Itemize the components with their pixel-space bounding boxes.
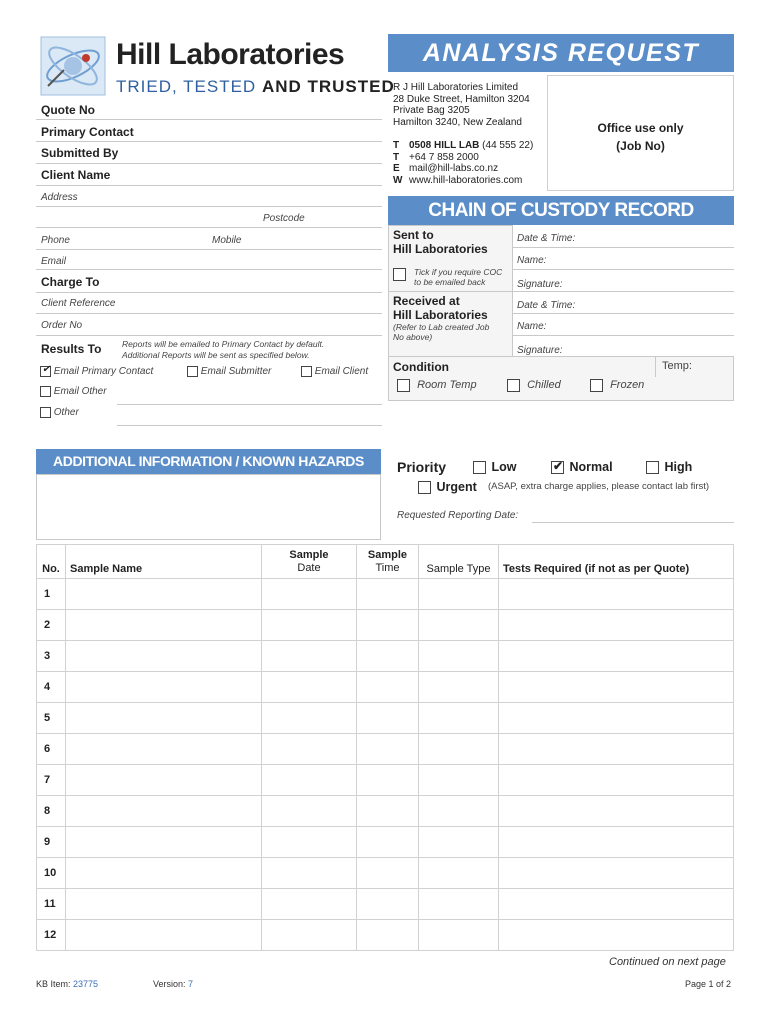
- coc-title: CHAIN OF CUSTODY RECORD: [428, 200, 694, 221]
- sample-time-cell[interactable]: [357, 734, 419, 765]
- sent-to-label: [393, 228, 488, 256]
- client-name-field[interactable]: [36, 185, 382, 186]
- sample-date-cell[interactable]: [262, 703, 357, 734]
- tests-required-cell[interactable]: [499, 920, 734, 951]
- lab-address-line: Private Bag 3205: [393, 105, 470, 116]
- kb-item-value: 23775: [73, 979, 99, 989]
- sample-type-cell[interactable]: [419, 765, 499, 796]
- address-label: Address: [41, 192, 78, 203]
- requested-date-label: Requested Reporting Date:: [397, 510, 519, 521]
- table-row: [37, 734, 734, 765]
- tests-required-cell[interactable]: [499, 734, 734, 765]
- phone-number: +64 7 858 2000: [409, 151, 479, 163]
- frozen-option[interactable]: [590, 379, 644, 392]
- lab-name: R J Hill Laboratories Limited: [393, 82, 519, 93]
- room-temp-checkbox[interactable]: [397, 379, 410, 392]
- sample-type-cell[interactable]: [419, 610, 499, 641]
- sample-name-cell[interactable]: [66, 920, 262, 951]
- results-to-note: [122, 339, 324, 361]
- sample-name-cell[interactable]: [66, 858, 262, 889]
- tests-required-cell[interactable]: [499, 703, 734, 734]
- submitted-by-field[interactable]: [36, 163, 382, 164]
- kb-item: [36, 979, 98, 989]
- quote-no-label: Quote No: [41, 103, 95, 117]
- priority-normal-option[interactable]: [551, 460, 613, 474]
- phone-field[interactable]: [36, 249, 382, 250]
- tests-required-cell[interactable]: [499, 641, 734, 672]
- sample-type-cell[interactable]: [419, 827, 499, 858]
- email-field[interactable]: [36, 269, 382, 270]
- kb-item-label: KB Item:: [36, 979, 71, 989]
- row-number: 1: [37, 579, 66, 610]
- coc-divider: [388, 291, 734, 292]
- table-row: [37, 889, 734, 920]
- lab-phone: [393, 152, 533, 164]
- priority-urgent-label: Urgent: [436, 480, 477, 494]
- sample-name-cell[interactable]: [66, 796, 262, 827]
- continued-note: Continued on next page: [609, 956, 726, 968]
- col-header-sample-name: Sample Name: [66, 545, 262, 579]
- sample-date-cell[interactable]: [262, 579, 357, 610]
- sample-date-cell[interactable]: [262, 672, 357, 703]
- row-number: 5: [37, 703, 66, 734]
- email-other-field[interactable]: [117, 404, 382, 405]
- sample-type-cell[interactable]: [419, 641, 499, 672]
- table-header-row: [37, 545, 734, 579]
- col-header-no: No.: [37, 545, 66, 579]
- sample-name-cell[interactable]: [66, 827, 262, 858]
- lab-email: [393, 163, 533, 175]
- table-row: [37, 703, 734, 734]
- tests-required-cell[interactable]: [499, 889, 734, 920]
- received-name-field[interactable]: [512, 335, 734, 336]
- table-row: [37, 765, 734, 796]
- sample-time-cell[interactable]: [357, 703, 419, 734]
- table-row: [37, 610, 734, 641]
- sample-time-cell[interactable]: [357, 672, 419, 703]
- client-reference-field[interactable]: [36, 313, 382, 314]
- coc-email-line1: Tick if you require COC: [414, 267, 503, 277]
- col-time-line1: Sample: [367, 548, 408, 561]
- results-note-line2: Additional Reports will be sent as specified below.: [122, 350, 310, 360]
- table-row: [37, 827, 734, 858]
- sample-date-cell[interactable]: [262, 734, 357, 765]
- col-time-line2: Time: [375, 561, 400, 574]
- office-use-box[interactable]: [547, 75, 734, 191]
- table-row: [37, 579, 734, 610]
- email-primary-option[interactable]: [40, 366, 153, 377]
- priority-low-option[interactable]: [473, 460, 516, 474]
- email-submitter-label: Email Submitter: [200, 366, 272, 378]
- row-number: 2: [37, 610, 66, 641]
- row-number: 3: [37, 641, 66, 672]
- phone-key: T: [393, 140, 400, 151]
- sample-time-cell[interactable]: [357, 920, 419, 951]
- mobile-label: Mobile: [212, 235, 242, 246]
- col-date-line1: Sample: [289, 548, 329, 561]
- email-submitter-option[interactable]: [187, 366, 271, 377]
- priority-high-option[interactable]: [646, 460, 692, 474]
- sample-type-cell[interactable]: [419, 889, 499, 920]
- table-row: [37, 920, 734, 951]
- sample-name-cell[interactable]: [66, 610, 262, 641]
- sample-name-cell[interactable]: [66, 703, 262, 734]
- received-date-time-field[interactable]: [512, 313, 734, 314]
- sample-time-cell[interactable]: [357, 610, 419, 641]
- priority-urgent-checkbox[interactable]: [418, 481, 431, 494]
- phone2-key: T: [393, 151, 400, 163]
- phone-freecall-extra: (44 555 22): [482, 140, 534, 151]
- postcode-label: Postcode: [263, 213, 305, 224]
- table-row: [37, 641, 734, 672]
- email-primary-checkbox[interactable]: [40, 366, 51, 377]
- lab-web: [393, 175, 533, 187]
- priority-low-label: Low: [491, 460, 517, 474]
- table-row: [37, 796, 734, 827]
- email-address: mail@hill-labs.co.nz: [409, 163, 499, 174]
- office-use-line1: Office use only: [597, 121, 684, 135]
- col-header-sample-time: [357, 545, 419, 579]
- chilled-label: Chilled: [527, 379, 561, 392]
- tests-required-cell[interactable]: [499, 796, 734, 827]
- sample-table: [36, 544, 734, 951]
- other-label: Other: [53, 407, 79, 419]
- sample-type-cell[interactable]: [419, 579, 499, 610]
- received-note-line2: No above): [393, 332, 433, 342]
- received-name-label: Name:: [517, 321, 547, 332]
- tests-required-cell[interactable]: [499, 827, 734, 858]
- tests-required-cell[interactable]: [499, 858, 734, 889]
- charge-to-field[interactable]: [36, 292, 382, 293]
- lab-address-line: 28 Duke Street, Hamilton 3204: [393, 93, 530, 105]
- row-number: 11: [37, 889, 66, 920]
- version: [153, 979, 193, 989]
- sample-date-cell[interactable]: [262, 858, 357, 889]
- page-title: ANALYSIS REQUEST: [422, 39, 700, 67]
- received-label: [393, 294, 488, 322]
- other-option[interactable]: [40, 407, 79, 418]
- sample-type-cell[interactable]: [419, 920, 499, 951]
- sample-time-cell[interactable]: [357, 827, 419, 858]
- priority-high-label: High: [664, 460, 693, 474]
- sample-table-body: [37, 579, 734, 951]
- logo-emblem-icon: [40, 36, 106, 96]
- sample-time-cell[interactable]: [357, 641, 419, 672]
- client-reference-label: Client Reference: [41, 298, 116, 309]
- sent-signature-label: Signature:: [517, 279, 563, 290]
- office-use-label: [548, 119, 733, 155]
- logo-tagline-light: TRIED, TESTED: [116, 77, 257, 96]
- received-note-line1: (Refer to Lab created Job: [393, 322, 490, 332]
- address-field[interactable]: [36, 206, 382, 207]
- email-other-checkbox[interactable]: [40, 386, 51, 397]
- sent-date-time-field[interactable]: [512, 247, 734, 248]
- table-row: [37, 858, 734, 889]
- coc-banner: [388, 196, 734, 225]
- sample-time-cell[interactable]: [357, 889, 419, 920]
- received-line1: Received at: [393, 294, 460, 308]
- results-note-line1: Reports will be emailed to Primary Contact by default.: [122, 339, 325, 349]
- tests-required-cell[interactable]: [499, 672, 734, 703]
- primary-contact-label: Primary Contact: [41, 125, 134, 139]
- additional-info-title: ADDITIONAL INFORMATION / KNOWN HAZARDS: [53, 453, 364, 469]
- additional-info-textarea[interactable]: [36, 474, 381, 540]
- sample-date-cell[interactable]: [262, 610, 357, 641]
- sample-date-cell[interactable]: [262, 765, 357, 796]
- row-number: 9: [37, 827, 66, 858]
- tests-required-cell[interactable]: [499, 765, 734, 796]
- phone-label: Phone: [41, 235, 70, 246]
- web-address: www.hill-laboratories.com: [409, 174, 523, 186]
- sample-date-cell[interactable]: [262, 796, 357, 827]
- temp-divider: [655, 356, 656, 377]
- sample-date-cell[interactable]: [262, 827, 357, 858]
- sent-name-label: Name:: [517, 255, 547, 266]
- other-field[interactable]: [117, 425, 382, 426]
- email-other-label: Email Other: [53, 386, 107, 398]
- row-number: 4: [37, 672, 66, 703]
- tests-required-cell[interactable]: [499, 610, 734, 641]
- lab-contact-block: [393, 140, 533, 186]
- received-line2: Hill Laboratories: [393, 308, 488, 322]
- sample-name-cell[interactable]: [66, 579, 262, 610]
- tests-required-cell[interactable]: [499, 579, 734, 610]
- sample-name-cell[interactable]: [66, 641, 262, 672]
- sent-to-line2: Hill Laboratories: [393, 242, 488, 256]
- logo-tagline-bold: AND TRUSTED: [261, 77, 395, 96]
- postcode-field[interactable]: [36, 227, 382, 228]
- sample-name-cell[interactable]: [66, 889, 262, 920]
- col-date-line2: Date: [297, 561, 321, 574]
- priority-normal-checkbox[interactable]: [551, 461, 564, 474]
- email-client-option[interactable]: [301, 366, 368, 377]
- order-no-field[interactable]: [36, 335, 382, 336]
- received-date-time-label: Date & Time:: [517, 300, 576, 311]
- sample-type-cell[interactable]: [419, 703, 499, 734]
- client-name-label: Client Name: [41, 168, 111, 182]
- version-label: Version:: [153, 979, 186, 989]
- frozen-checkbox[interactable]: [590, 379, 603, 392]
- sent-date-time-label: Date & Time:: [517, 233, 576, 244]
- coc-email-checkbox[interactable]: [393, 268, 406, 281]
- version-value: 7: [188, 979, 194, 989]
- other-checkbox[interactable]: [40, 407, 51, 418]
- row-number: 6: [37, 734, 66, 765]
- coc-email-line2: to be emailed back: [414, 277, 486, 287]
- urgent-note: (ASAP, extra charge applies, please contact lab first): [488, 481, 710, 492]
- sample-time-cell[interactable]: [357, 858, 419, 889]
- lab-address-line: Hamilton 3240, New Zealand: [393, 116, 522, 128]
- logo-name: Hill Laboratories: [116, 38, 345, 71]
- sample-name-cell[interactable]: [66, 734, 262, 765]
- charge-to-label: Charge To: [41, 275, 100, 289]
- company-logo: [40, 36, 395, 98]
- requested-date-field[interactable]: [532, 522, 734, 523]
- primary-contact-field[interactable]: [36, 141, 382, 142]
- sent-name-field[interactable]: [512, 269, 734, 270]
- email-label: Email: [41, 256, 67, 267]
- submitted-by-label: Submitted By: [41, 146, 119, 160]
- sent-to-line1: Sent to: [393, 228, 434, 242]
- logo-tagline: [116, 77, 395, 97]
- temp-label: Temp:: [662, 360, 692, 372]
- sample-type-cell[interactable]: [419, 858, 499, 889]
- priority-label: Priority: [397, 459, 447, 475]
- condition-label: Condition: [393, 360, 449, 374]
- sample-name-cell[interactable]: [66, 672, 262, 703]
- email-submitter-checkbox[interactable]: [187, 366, 198, 377]
- chilled-option[interactable]: [507, 379, 561, 392]
- row-number: 8: [37, 796, 66, 827]
- sample-name-cell[interactable]: [66, 765, 262, 796]
- table-row: [37, 672, 734, 703]
- sample-type-cell[interactable]: [419, 734, 499, 765]
- phone-freecall: 0508 HILL LAB: [409, 140, 480, 151]
- row-number: 7: [37, 765, 66, 796]
- room-temp-label: Room Temp: [417, 379, 477, 392]
- web-key: W: [393, 174, 403, 186]
- email-client-checkbox[interactable]: [301, 366, 312, 377]
- priority-low-checkbox[interactable]: [473, 461, 486, 474]
- sample-time-cell[interactable]: [357, 765, 419, 796]
- sample-type-cell[interactable]: [419, 796, 499, 827]
- priority-normal-label: Normal: [569, 460, 613, 474]
- order-no-label: Order No: [41, 320, 83, 331]
- priority-urgent-option[interactable]: [418, 480, 477, 494]
- page-number: Page 1 of 2: [685, 979, 732, 989]
- lab-phone-freecall: [393, 140, 533, 152]
- row-number: 10: [37, 858, 66, 889]
- received-note: [393, 322, 489, 342]
- sample-date-cell[interactable]: [262, 889, 357, 920]
- lab-address-block: [393, 82, 530, 128]
- priority-high-checkbox[interactable]: [646, 461, 659, 474]
- room-temp-option[interactable]: [397, 379, 477, 392]
- sample-time-cell[interactable]: [357, 796, 419, 827]
- col-header-sample-type: Sample Type: [419, 545, 499, 579]
- col-header-tests-required: Tests Required (if not as per Quote): [499, 545, 734, 579]
- results-to-label: Results To: [41, 342, 102, 356]
- sample-date-cell[interactable]: [262, 641, 357, 672]
- frozen-label: Frozen: [610, 379, 645, 392]
- additional-info-banner: [36, 449, 381, 474]
- quote-no-field[interactable]: [36, 119, 382, 120]
- row-number: 12: [37, 920, 66, 951]
- email-key: E: [393, 163, 400, 174]
- received-signature-label: Signature:: [517, 345, 563, 356]
- chilled-checkbox[interactable]: [507, 379, 520, 392]
- email-client-label: Email Client: [314, 366, 369, 378]
- office-use-line2: (Job No): [616, 139, 665, 153]
- sample-type-cell[interactable]: [419, 672, 499, 703]
- coc-divider: [388, 356, 734, 357]
- sample-date-cell[interactable]: [262, 920, 357, 951]
- coc-email-note: [414, 267, 502, 287]
- col-header-sample-date: [262, 545, 357, 579]
- analysis-request-banner: [388, 34, 734, 72]
- email-other-option[interactable]: [40, 386, 107, 397]
- sample-time-cell[interactable]: [357, 579, 419, 610]
- email-primary-label: Email Primary Contact: [53, 366, 154, 378]
